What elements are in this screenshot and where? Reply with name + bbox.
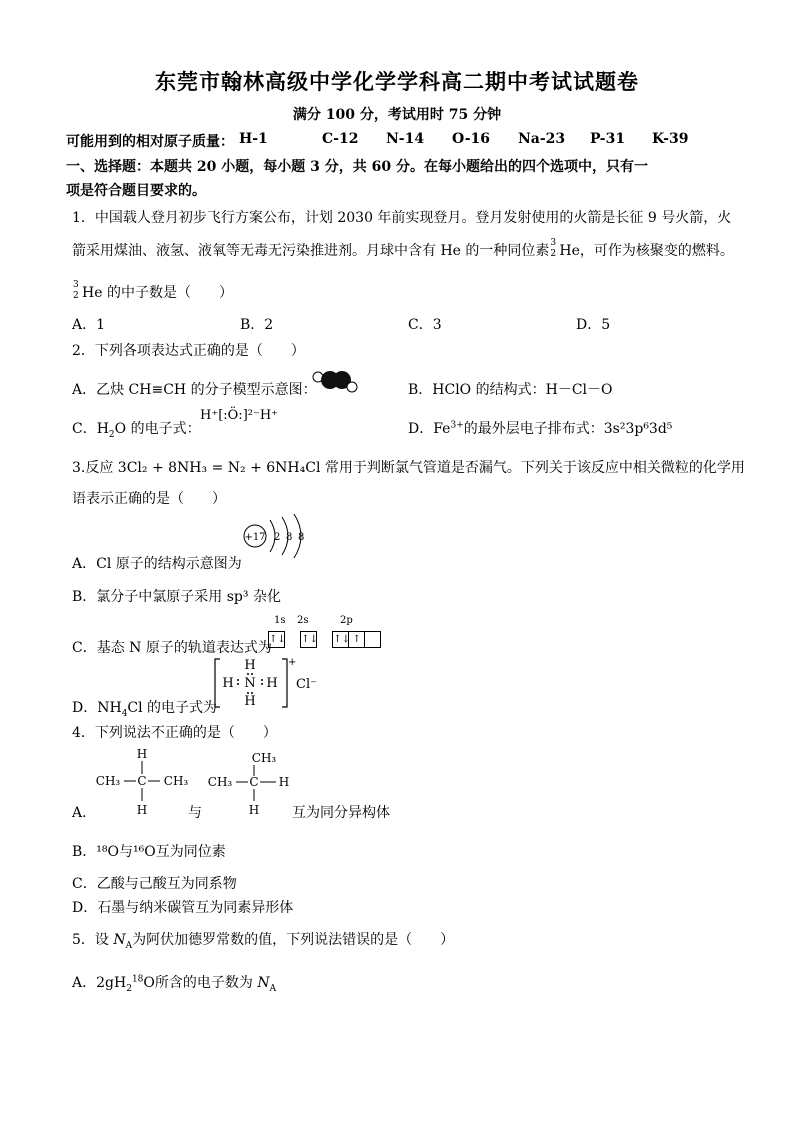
q4-option-b: B．¹⁸O与¹⁶O互为同位素 bbox=[72, 844, 226, 860]
page-title: 东莞市翰林高级中学化学学科高二期中考试试题卷 bbox=[155, 69, 639, 94]
q2-option-a: A．乙炔 CH≡CH 的分子模型示意图： bbox=[72, 382, 317, 398]
q4-with: 与 bbox=[188, 805, 202, 821]
atomic-mass-na: Na-23 bbox=[518, 131, 566, 147]
he3-isotope-symbol: 3 2 bbox=[550, 238, 557, 259]
svg-text:CH₃: CH₃ bbox=[207, 775, 233, 789]
q4-stem: 4．下列说法不正确的是（ ） bbox=[72, 725, 277, 741]
orbital-label-1s: 1s bbox=[274, 615, 286, 626]
svg-text:+: + bbox=[288, 657, 297, 668]
q3-option-c: C．基态 N 原子的轨道表达式为 bbox=[72, 640, 272, 656]
atomic-mass-c: C-12 bbox=[322, 131, 359, 147]
he3-isotope-symbol-2: 3 2 bbox=[73, 280, 79, 301]
q1-line1: 1．中国载人登月初步飞行方案公布，计划 2030 年前实现登月。登月发射使用的火箭是长征 9 号火箭，火 bbox=[72, 210, 732, 226]
svg-text:H: H bbox=[248, 803, 260, 817]
propane-structure-2 bbox=[200, 744, 300, 818]
propane-structure-1 bbox=[92, 744, 192, 818]
svg-text:C: C bbox=[249, 775, 259, 789]
svg-text:H: H bbox=[136, 803, 148, 817]
svg-text:H: H bbox=[266, 676, 278, 691]
q5-stem: 5．设 $N_A$为阿伏加德罗常数的值，下列说法错误的是（ ） bbox=[72, 932, 455, 951]
q3-option-b: B．氯分子中氯原子采用 sp³ 杂化 bbox=[72, 589, 281, 605]
cl-shell-2: 8 bbox=[286, 532, 293, 543]
q1-option-a: A．1 bbox=[72, 317, 106, 333]
svg-text:H: H bbox=[278, 775, 290, 789]
svg-text:H: H bbox=[222, 676, 234, 691]
q5-option-a: A．$2gH_2^{18}O$所含的电子数为 $N_A$ bbox=[72, 974, 277, 994]
svg-text:H: H bbox=[244, 694, 256, 709]
atomic-mass-p: P-31 bbox=[590, 131, 626, 147]
q4-option-c: C．乙酸与己酸互为同系物 bbox=[72, 876, 237, 892]
orbital-diagram bbox=[268, 629, 380, 648]
q3-option-d: D．$NH_4Cl$ 的电子式为 bbox=[72, 700, 218, 719]
svg-text:H: H bbox=[136, 747, 148, 761]
nh4cl-electron-formula bbox=[212, 655, 324, 713]
section-heading-line2: 项是符合题目要求的。 bbox=[66, 183, 206, 199]
orbital-box-2p-1: ↑↓ bbox=[332, 631, 349, 648]
q2-option-b: B．HClO 的结构式：H－Cl－O bbox=[408, 382, 613, 398]
svg-text:CH₃: CH₃ bbox=[95, 774, 121, 788]
svg-text:CH₃: CH₃ bbox=[163, 774, 189, 788]
orbital-box-2s: ↑↓ bbox=[300, 631, 317, 648]
q1-line3: 3 2 He 的中子数是（ ） bbox=[73, 280, 233, 301]
atomic-mass-o: O-16 bbox=[452, 131, 491, 147]
cl-atom-structure-diagram bbox=[240, 514, 310, 560]
svg-text:CH₃: CH₃ bbox=[251, 751, 277, 765]
q1-option-b: B．2 bbox=[240, 317, 274, 333]
q3-option-a: A．Cl 原子的结构示意图为 bbox=[72, 556, 242, 572]
q4-option-a-tail: 互为同分异构体 bbox=[292, 805, 390, 821]
svg-text:H: H bbox=[244, 658, 256, 673]
atomic-mass-h: H-1 bbox=[239, 131, 268, 147]
q1-option-c: C．3 bbox=[408, 317, 442, 333]
orbital-label-2s: 2s bbox=[297, 615, 309, 626]
page-subtitle: 满分 100 分，考试用时 75 分钟 bbox=[292, 107, 502, 123]
svg-text:Cl⁻: Cl⁻ bbox=[296, 677, 317, 692]
svg-text:C: C bbox=[137, 774, 147, 788]
cl-shell-1: 2 bbox=[274, 532, 281, 543]
q1-option-d: D．5 bbox=[576, 317, 611, 333]
water-electron-formula: H⁺[:Ö:]²⁻H⁺ bbox=[200, 408, 279, 423]
orbital-box-2p-2: ↑ bbox=[348, 631, 365, 648]
q3-line2: 语表示正确的是（ ） bbox=[72, 491, 226, 507]
q3-line1: 3.反应 3Cl₂ + 8NH₃ = N₂ + 6NH₄Cl 常用于判断氯气管道是否漏气。下列关于该反应中相关微粒的化学用 bbox=[72, 460, 745, 476]
q2-stem: 2．下列各项表达式正确的是（ ） bbox=[72, 343, 305, 359]
atomic-mass-k: K-39 bbox=[652, 131, 689, 147]
q2-option-d: D．$Fe^{3+}$的最外层电子排布式：3s²3p⁶3d⁵ bbox=[408, 420, 673, 437]
section-heading-line1: 一、选择题：本题共 20 小题，每小题 3 分，共 60 分。在每小题给出的四个选项中，只有一 bbox=[66, 159, 648, 175]
cl-shell-3: 8 bbox=[298, 532, 305, 543]
orbital-box-2p-3 bbox=[364, 631, 381, 648]
orbital-label-2p: 2p bbox=[340, 615, 353, 626]
orbital-box-1s: ↑↓ bbox=[268, 631, 285, 648]
atomic-mass-n: N-14 bbox=[386, 131, 425, 147]
acetylene-model-icon bbox=[310, 368, 360, 394]
svg-text:N: N bbox=[244, 676, 256, 691]
q4-option-a-label: A． bbox=[72, 805, 97, 821]
q2-option-c: C．$H_2O$ 的电子式： bbox=[72, 421, 201, 440]
q4-option-d: D．石墨与纳米碳管互为同素异形体 bbox=[72, 900, 294, 916]
cl-nucleus-label: +17 bbox=[244, 532, 266, 543]
atomic-masses-label: 可能用到的相对原子质量： bbox=[66, 134, 234, 150]
q1-line2: 箭采用煤油、液氢、液氧等无毒无污染推进剂。月球中含有 He 的一种同位素 3 2 He，可作为核聚变的燃料。 bbox=[72, 238, 734, 259]
